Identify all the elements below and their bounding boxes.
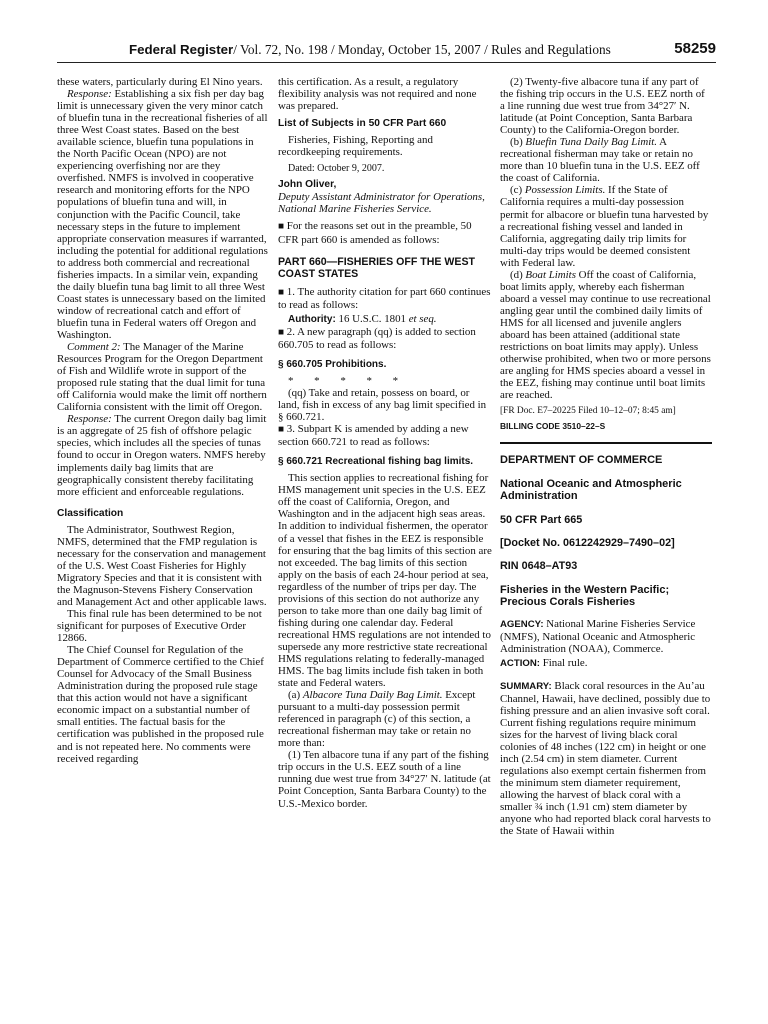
column-1 xyxy=(57,76,269,765)
header-citation: / Vol. 72, No. 198 / Monday, October 15, 2007 / Rules and Regulations xyxy=(233,42,611,57)
signer-title: Deputy Assistant Administrator for Operations, National Marine Fisheries Service. xyxy=(278,191,485,216)
paragraph-qq: (qq) Take and retain, possess on board, or land, fish in excess of any bag limit specified in § 660.721. xyxy=(278,386,487,424)
square-bullet-icon: ■ xyxy=(278,221,285,233)
paragraph-label: (b) xyxy=(510,136,526,149)
paragraph-text: Off the coast of California, boat limits apply, whereby each fisherman aboard a vessel may continue to use recreational angling gear until the combined daily limits of HMS for all licensed and juvenile anglers aboard has been attained (additional state restrictions on boat limits may apply). Unless otherwise prohibited, when two or more persons are angling for HMS species aboard a vessel in the EEZ, fishing may continue until boat limits are reached. xyxy=(500,268,711,402)
paragraph xyxy=(57,88,269,341)
rin-number: RIN 0648–AT93 xyxy=(500,559,578,572)
part-heading: PART 660—FISHERIES OFF THE WEST COAST STATES xyxy=(278,255,475,280)
column-2 xyxy=(278,76,493,810)
subjects-list: Fisheries, Fishing, Reporting and recordkeeping requirements. xyxy=(278,134,433,159)
page-header xyxy=(57,40,716,63)
paragraph: this certification. As a result, a regulatory flexibility analysis was not required and none was prepared. xyxy=(278,76,477,113)
square-bullet-icon: ■ xyxy=(278,424,285,436)
summary-text: Black coral resources in the Au’au Channel, Hawaii, have declined, possibly due to fishing pressure and an alien invasive soft coral. Current fishing regulations require minimum sizes for the harvest of living black coral colonies of 48 inches (122 cm) in height or one inch (2.54 cm) in stem diameter. Current regulations also exempt certain fishermen from the minimum stem diameter requirement, allowing the harvest of black coral with a smaller ¾ inch (1.91 cm) stem diameter by anyone who had reported black coral harvests to the State of Hawaii within xyxy=(500,679,711,838)
omission-stars: * * * * * xyxy=(288,374,399,387)
dated-line: Dated: October 9, 2007. xyxy=(288,163,385,175)
authority-et-seq: et seq. xyxy=(408,312,437,325)
agency-text: National Marine Fisheries Service (NMFS), National Oceanic and Atmospheric Administration (NOAA), Commerce. xyxy=(500,617,696,655)
rule-title: Fisheries in the Western Pacific; Precious Corals Fisheries xyxy=(500,583,670,608)
classification-heading: Classification xyxy=(57,507,124,519)
paragraph-label: (d) xyxy=(510,268,526,281)
authority-citation xyxy=(288,313,493,326)
square-bullet-icon: ■ xyxy=(278,286,285,298)
paragraph-d xyxy=(500,269,712,402)
fr-doc-line: [FR Doc. E7–20225 Filed 10–12–07; 8:45 am] xyxy=(500,406,676,417)
paragraph: This final rule has been determined to be not significant for purposes of Executive Order 12866. xyxy=(57,608,262,645)
billing-code: BILLING CODE 3510–22–S xyxy=(500,421,606,432)
section-heading-660-721: § 660.721 Recreational fishing bag limits. xyxy=(278,456,474,468)
subjects-heading: List of Subjects in 50 CFR Part 660 xyxy=(278,118,447,130)
agency-label: AGENCY: xyxy=(500,618,544,630)
amendment-2 xyxy=(278,326,493,351)
journal-name: Federal Register xyxy=(129,42,234,57)
header-title xyxy=(129,42,611,58)
amendment-3 xyxy=(278,423,493,448)
paragraph-a2: (2) Twenty-five albacore tuna if any part of the fishing trip occurs in the U.S. EEZ north of a line running due west true from 34°27′ N. latitude (at Point Conception, Santa Barbara County) to the California-Oregon border. xyxy=(500,76,705,137)
paragraph xyxy=(57,341,269,413)
paragraph-c xyxy=(500,184,712,268)
action-paragraph xyxy=(500,657,712,670)
paragraph-text: The Manager of the Marine Resources Program for the Oregon Department of Fish and Wildlife wrote in support of the proposed rule stating that the dual limit for tuna off California would make the limit off northern California consistent with the limit off Oregon. xyxy=(57,341,267,414)
amendment-1 xyxy=(278,286,493,311)
amendment-intro xyxy=(278,220,493,245)
agency-paragraph xyxy=(500,618,712,655)
section-divider xyxy=(500,442,712,444)
amendment-text: For the reasons set out in the preamble, 50 CFR part 660 is amended as follows: xyxy=(278,220,472,246)
paragraph-b xyxy=(500,136,712,184)
paragraph-text: If the State of California requires a multi-day possession permit for albacore or bluefin tuna harvested by a recreational fishing vessel and landed in California, aggregating daily trip limits for multi-day trips would be deemed consistent with Federal law. xyxy=(500,184,709,269)
agency-heading: National Oceanic and Atmospheric Administration xyxy=(500,478,682,503)
paragraph xyxy=(57,413,269,497)
page-number: 58259 xyxy=(674,40,716,57)
paragraph-text: Establishing a six fish per day bag limit is unnecessary given the very minor catch of bluefin tuna in the recreational fisheries of all three West Coast states. Based on the best available science, bluefin tuna populations in the North Pacific Ocean (NPO) are not experiencing overfishing nor are they overfished. NMFS is involved in cooperative research and monitoring efforts for the NPO populations of bluefin tuna and will, in conjunction with the Pacific Council, take necessary steps in the future to implement appropriate conservation measures if warranted, including the potential for additional regulations to address both commercial and recreational fisheries impacts. In a similar vein, expanding the daily bluefin tuna bag limit to all three West Coast states is unnecessary based on the limited window of recreational catch and effort of bluefin tuna in Federal waters off Oregon and Washington. xyxy=(57,88,268,341)
response-label: Response: xyxy=(67,88,112,101)
paragraph: these waters, particularly during El Nino years. xyxy=(57,76,263,88)
column-3 xyxy=(500,76,712,838)
authority-text: 16 U.S.C. 1801 xyxy=(335,312,409,325)
paragraph-title: Possession Limits. xyxy=(524,184,606,197)
action-text: Final rule. xyxy=(539,656,588,669)
paragraph-label: (a) xyxy=(288,689,303,702)
paragraph-label: (c) xyxy=(510,184,525,197)
signer-name: John Oliver, xyxy=(278,179,337,191)
paragraph-title: Boat Limits xyxy=(525,268,576,281)
paragraph-a1: (1) Ten albacore tuna if any part of the fishing trip occurs in the U.S. EEZ south of a line running due west true from 34°27′ N. latitude (at Point Conception, Santa Barbara County) to the U.S.-Mexico border. xyxy=(278,749,491,810)
paragraph: The Chief Counsel for Regulation of the Department of Commerce certified to the Chief Counsel for Advocacy of the Small Business Administration during the proposed rule stage that this action would not have a significant economic impact on a substantial number of small entities. The factual basis for the certification was published in the proposed rule and is not repeated here. No comments were received regarding xyxy=(57,644,264,765)
paragraph: The Administrator, Southwest Region, NMFS, determined that the FMP regulation is necessary for the conservation and management of the U.S. West Coast Fisheries for Highly Migratory Species and that it is consistent with the Magnuson-Stevens Fishery Conservation and Management Act and other applicable laws. xyxy=(57,523,267,608)
square-bullet-icon: ■ xyxy=(278,326,285,338)
docket-number: [Docket No. 0612242929–7490–02] xyxy=(500,536,675,549)
summary-label: SUMMARY: xyxy=(500,680,552,692)
action-label: ACTION: xyxy=(500,657,540,669)
amendment-text: 2. A new paragraph (qq) is added to section 660.705 to read as follows: xyxy=(278,325,476,351)
comment-label: Comment 2: xyxy=(67,341,121,354)
paragraph-a xyxy=(278,689,493,749)
cfr-part: 50 CFR Part 665 xyxy=(500,513,583,526)
department-heading: DEPARTMENT OF COMMERCE xyxy=(500,454,663,467)
amendment-text: 3. Subpart K is amended by adding a new section 660.721 to read as follows: xyxy=(278,423,469,449)
summary-paragraph xyxy=(500,680,712,838)
paragraph-title: Albacore Tuna Daily Bag Limit. xyxy=(302,689,443,702)
authority-label: Authority: xyxy=(288,313,336,325)
paragraph-text: A recreational fisherman may take or retain no more than 10 bluefin tuna in the U.S. EEZ off the coast of California. xyxy=(500,136,700,185)
paragraph-title: Bluefin Tuna Daily Bag Limit. xyxy=(525,136,658,149)
paragraph-text: The current Oregon daily bag limit is an aggregate of 25 fish of offshore pelagic species, which includes all the species of tunas found to occur in Oregon waters. NMFS hereby implements daily bag limits that are geographically consistent thereby facilitating more efficient and enforceable regulations. xyxy=(57,413,267,498)
section-heading-660-705: § 660.705 Prohibitions. xyxy=(278,358,387,370)
response-label: Response: xyxy=(67,413,112,426)
paragraph: This section applies to recreational fishing for HMS management unit species in the U.S. EEZ off the coast of California, Oregon, and Washington and in the adjacent high seas areas. In addition to individual fishermen, the operator of a vessel that fishes in the EEZ is responsible for ensuring that the bag limits of this section are not exceeded. The bag limits of this section apply on the basis of each 24-hour period at sea, regardless of the number of trips per day. The provisions of this section do not authorize any person to take more than one daily bag limit of fishing during one calendar day. Federal recreational HMS regulations are not intended to supersede any more restrictive state recreational HMS regulations relating to federally-managed HMS. The bag limits include fish taken in both state and Federal waters. xyxy=(278,472,492,690)
paragraph-text: Except pursuant to a multi-day possession permit referenced in paragraph (c) of this section, a recreational fisherman may take or retain no more than: xyxy=(278,689,476,750)
amendment-text: 1. The authority citation for part 660 continues to read as follows: xyxy=(278,285,491,311)
